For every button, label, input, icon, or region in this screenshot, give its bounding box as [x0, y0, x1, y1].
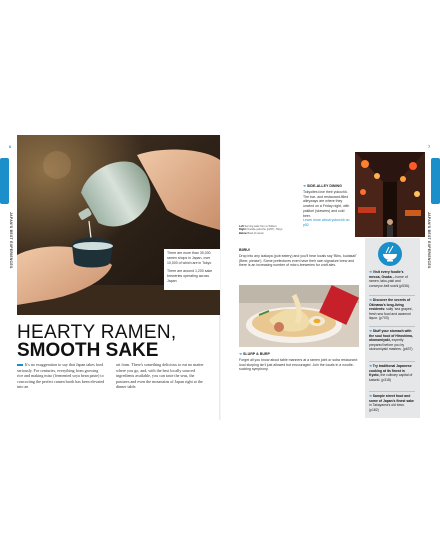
sidebar-item-kyoto: ➔ Try traditional Japanese cooking at its finest in Kyoto, the culinary capital of kaiseki. (p318)	[369, 364, 413, 382]
caption-left-text: Serving sake from a Tokkuri	[244, 225, 277, 228]
slurp-text: Forget all you know about table manners at a ramen joint or soba restaurant: loud slurping isn't just allowed but encouraged. Join the locals in a noodle-sucking symphony.	[239, 358, 358, 372]
side-alley-body	[303, 190, 353, 228]
sidebar-divider	[369, 326, 415, 327]
caption-right-text: Omoide-yokocho (p257), Tokyo	[246, 228, 283, 232]
headline-line-1: HEARTY RAMEN,	[17, 322, 177, 343]
sidebar-divider	[369, 361, 415, 362]
right-side-tab	[431, 158, 440, 204]
biiru-title: BIIRU!	[239, 248, 250, 252]
caption-below-label: Below	[239, 231, 247, 235]
arrow-icon: ➔	[369, 364, 373, 368]
caption-below-text: Bowl of ramen	[247, 231, 264, 235]
biiru-text: Drop into any izakaya (pub eatery) and you'll hear locals say 'Biiru, kudasai!' (Beer, please'). Some prefectures even have their own signature brew and there is an increasing number of micro-breweries for craft ales.	[239, 254, 357, 268]
sidebar-item-osaka: ➔ Visit every foodie's mecca, Osaka – home of ramen, tako-yaki and conveyor-belt sushi (p536).	[369, 270, 410, 288]
caption-right-label: Right	[239, 228, 246, 232]
slurp-title: ➔SLURP & BURP	[239, 352, 270, 356]
fact-sake-breweries: There are around 1,200 sake breweries operating across Japan	[167, 269, 213, 283]
arrow-icon: ➔	[239, 352, 243, 356]
arrow-icon: ➔	[369, 298, 373, 302]
side-alley-text: Tokyoites love their yokochō. The bar- and restaurant-filled alleyways are where they unwind on a Friday night, with yakitori (skewers) and cold beer.	[303, 190, 350, 218]
left-side-tab	[0, 158, 9, 204]
right-page-number: 7	[428, 144, 431, 149]
photo-captions	[239, 225, 297, 235]
caption-left-label: Left	[239, 225, 244, 228]
left-side-label: JAPAN'S BEST EXPERIENCES	[9, 212, 13, 269]
ramen-photo	[239, 285, 359, 347]
intro-accent-bar	[17, 364, 23, 366]
left-page-number: 6	[9, 144, 12, 149]
body-column-2	[116, 362, 204, 390]
fact-ramen-shops: There are more than 30,000 ramen shops in Japan, over 10,000 of which are in Tokyo	[167, 251, 212, 265]
right-side-label: JAPAN'S BEST EXPERIENCES	[427, 212, 431, 269]
sidebar-item-okinawa: ➔ Discover the secrets of Okinawa's long-living residents: salty 'sea grapes', fresh sea food and awamori liquor. (p703)	[369, 298, 414, 320]
alley-photo	[355, 152, 425, 237]
sidebar-item-takayama: ➔ Sample street food and some of Japan's finest sake in Takayama's old town. (p182)	[369, 394, 414, 412]
arrow-icon: ➔	[369, 329, 373, 333]
arrow-icon: ➔	[369, 270, 373, 274]
headline-line-2: SMOOTH SAKE	[17, 340, 159, 361]
sidebar-divider	[369, 295, 415, 296]
sidebar-divider	[369, 391, 415, 392]
body-text-2: art form. There's something delicious to eat no matter where you go, and, with the best locally sourced ingredients available, you can taste the seas, the pastures and even the mountains of Japan right at the dinner table.	[116, 362, 204, 389]
side-alley-title: ➔SIDE-ALLEY DINING	[303, 184, 342, 188]
arrow-icon: ➔	[303, 184, 307, 188]
facts-caption-box	[164, 249, 220, 290]
body-text-1: It's no exaggeration to say that Japan takes food seriously. For centuries, everything from growing rice and making miso (fermented soya bean paste) to concocting the perfect ramen broth has been elevated into an	[17, 362, 105, 389]
sidebar-item-hiroshima: ➔ Stuff your stomach with the soul food of Hiroshima, okonomiyaki, expertly prepared before you by okonomiyaki masters. (p637)	[369, 329, 413, 351]
side-alley-link[interactable]: Learn more about yokochō on p52	[303, 218, 350, 227]
ramen-bowl-icon	[378, 242, 402, 266]
arrow-icon: ➔	[369, 394, 373, 398]
body-column-1	[17, 362, 105, 390]
